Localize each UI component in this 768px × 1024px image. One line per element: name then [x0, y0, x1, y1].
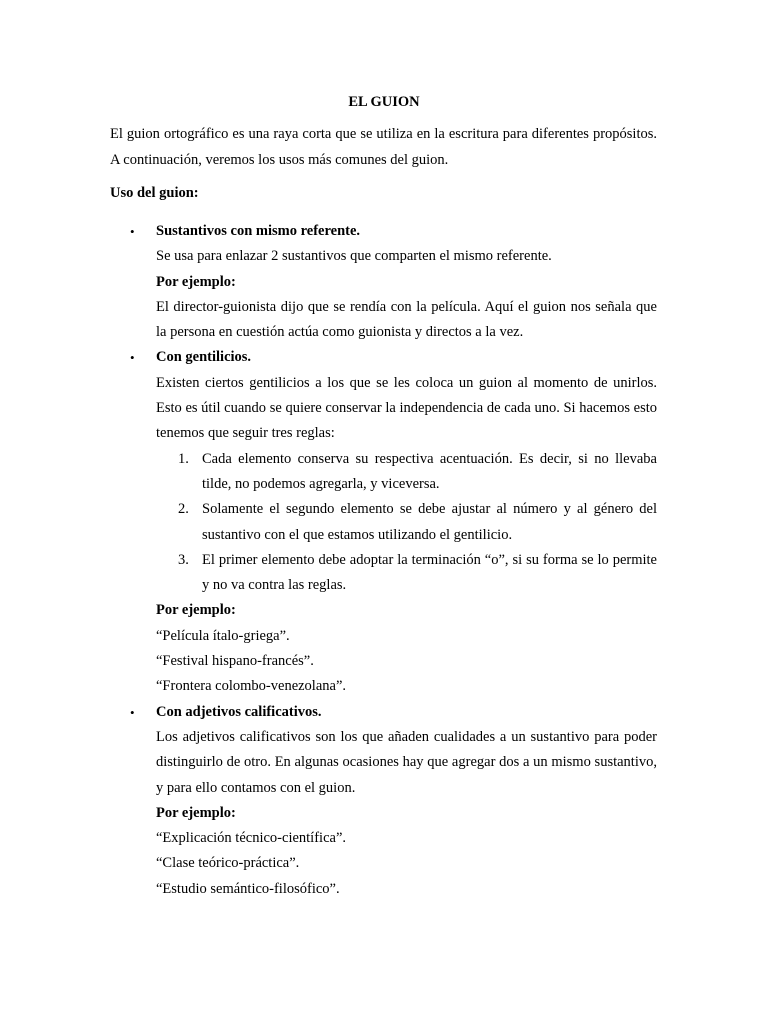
usage-item-text: Se usa para enlazar 2 sustantivos que comparten el mismo referente. [156, 248, 552, 265]
section-heading: Uso del guion: [110, 185, 199, 201]
usage-item-sustantivos [110, 219, 657, 345]
rule-text: Cada elemento conserva su respectiva acentuación. Es decir, si no llevaba tilde, no podemos agregarla, y viceversa. [202, 450, 657, 492]
example-line: “Festival hispano-francés”. [156, 653, 314, 670]
bullet-icon: • [130, 704, 135, 720]
rule-item [156, 548, 657, 599]
rule-item [156, 497, 657, 548]
example-label: Por ejemplo: [156, 602, 236, 619]
example-label: Por ejemplo: [156, 804, 236, 821]
usage-item-heading: Sustantivos con mismo referente. [156, 223, 361, 239]
usage-item-adjetivos [110, 700, 657, 902]
example-text: El director-guionista dijo que se rendía con la película. Aquí el guion nos señala que la persona en cuestión actúa como guionista y directos a la vez. [156, 298, 657, 341]
example-label: Por ejemplo: [156, 273, 236, 290]
bullet-icon: • [130, 350, 135, 366]
rule-text: El primer elemento debe adoptar la terminación “o”, si su forma se lo permite y no va contra las reglas. [202, 551, 657, 594]
example-line: “Película ítalo-griega”. [156, 627, 290, 644]
rule-number: 3. [178, 551, 189, 568]
usage-item-gentilicios [110, 345, 657, 699]
rules-list [156, 447, 657, 599]
usage-item-text: Existen ciertos gentilicios a los que se les coloca un guion al momento de unirlos. Esto es útil cuando se quiere conservar la independencia de cada uno. Si hacemos esto tenemos que seguir tres reglas: [156, 374, 657, 442]
usage-item-heading: Con gentilicios. [156, 349, 252, 366]
rule-number: 1. [178, 450, 189, 467]
bullet-icon: • [130, 224, 135, 239]
example-line: “Estudio semántico-filosófico”. [156, 880, 340, 897]
usage-item-text: Los adjetivos calificativos son los que añaden cualidades a un sustantivo para poder distinguirlo de otro. En algunas ocasiones hay que agregar dos a un mismo sustantivo, y para ello contamos con el guion. [156, 728, 657, 796]
example-line: “Clase teórico-práctica”. [156, 855, 300, 872]
rule-item [156, 447, 657, 498]
rule-number: 2. [178, 501, 189, 518]
rule-text: Solamente el segundo elemento se debe ajustar al número y al género del sustantivo con el que estamos utilizando el gentilicio. [202, 501, 657, 543]
example-line: “Frontera colombo-venezolana”. [156, 678, 347, 695]
usage-list [110, 219, 657, 902]
usage-item-heading: Con adjetivos calificativos. [156, 703, 322, 720]
example-line: “Explicación técnico-científica”. [156, 830, 347, 847]
intro-paragraph: El guion ortográfico es una raya corta que se utiliza en la escritura para diferentes propósitos. A continuación, veremos los usos más comunes del guion. [110, 126, 657, 168]
document-title: EL GUION [348, 94, 420, 110]
